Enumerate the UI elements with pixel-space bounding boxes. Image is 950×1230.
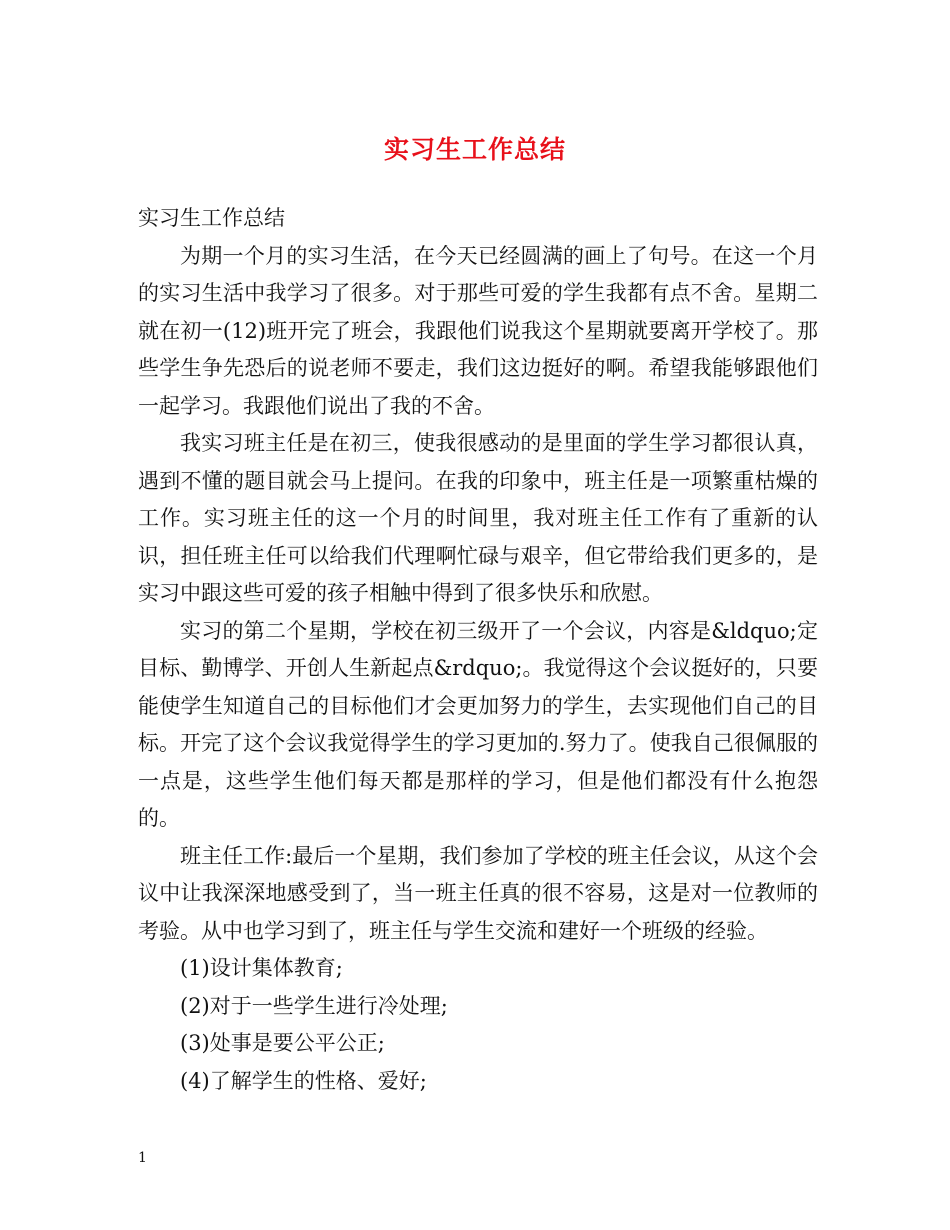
- list-item-3: (3)处事是要公平公正;: [180, 1031, 385, 1055]
- document-subtitle: 实习生工作总结: [138, 206, 285, 230]
- paragraph-2: 我实习班主任是在初三，使我很感动的是里面的学生学习都很认真，遇到不懂的题目就会马上提问。在我的印象中，班主任是一项繁重枯燥的工作。实习班主任的这一个月的时间里，我对班主任工作有了重新的认识，担任班主任可以给我们代理啊忙碌与艰辛，但它带给我们更多的，是实习中跟这些可爱的孩子相触中得到了很多快乐和欣慰。: [138, 431, 818, 605]
- paragraph-1: 为期一个月的实习生活，在今天已经圆满的画上了句号。在这一个月的实习生活中我学习了很多。对于那些可爱的学生我都有点不舍。星期二就在初一(12)班开完了班会，我跟他们说我这个星期就要离开学校了。那些学生争先恐后的说老师不要走，我们这边挺好的啊。希望我能够跟他们一起学习。我跟他们说出了我的不舍。: [138, 243, 818, 418]
- page-number: 1: [138, 1150, 147, 1166]
- document-title: 实习生工作总结: [383, 135, 566, 164]
- list-item-2: (2)对于一些学生进行冷处理;: [180, 993, 448, 1018]
- paragraph-3: 实习的第二个星期，学校在初三级开了一个会议，内容是&ldquo;定目标、勤博学、开创人生新起点&rdquo;。我觉得这个会议挺好的，只要能使学生知道自己的目标他们才会更加努力的学生，去实现他们自己的目标。开完了这个会议我觉得学生的学习更加的.努力了。使我自己很佩服的一点是，这些学生他们每天都是那样的学习，但是他们都没有什么抱怨的。: [138, 618, 818, 830]
- list-item-4: (4)了解学生的性格、爱好;: [180, 1068, 427, 1093]
- paragraph-4: 班主任工作:最后一个星期，我们参加了学校的班主任会议，从这个会议中让我深深地感受到了，当一班主任真的很不容易，这是对一位教师的考验。从中也学习到了，班主任与学生交流和建好一个班级的经验。: [138, 843, 818, 943]
- list-item-1: (1)设计集体教育;: [180, 956, 343, 980]
- document-body: [138, 200, 818, 1100]
